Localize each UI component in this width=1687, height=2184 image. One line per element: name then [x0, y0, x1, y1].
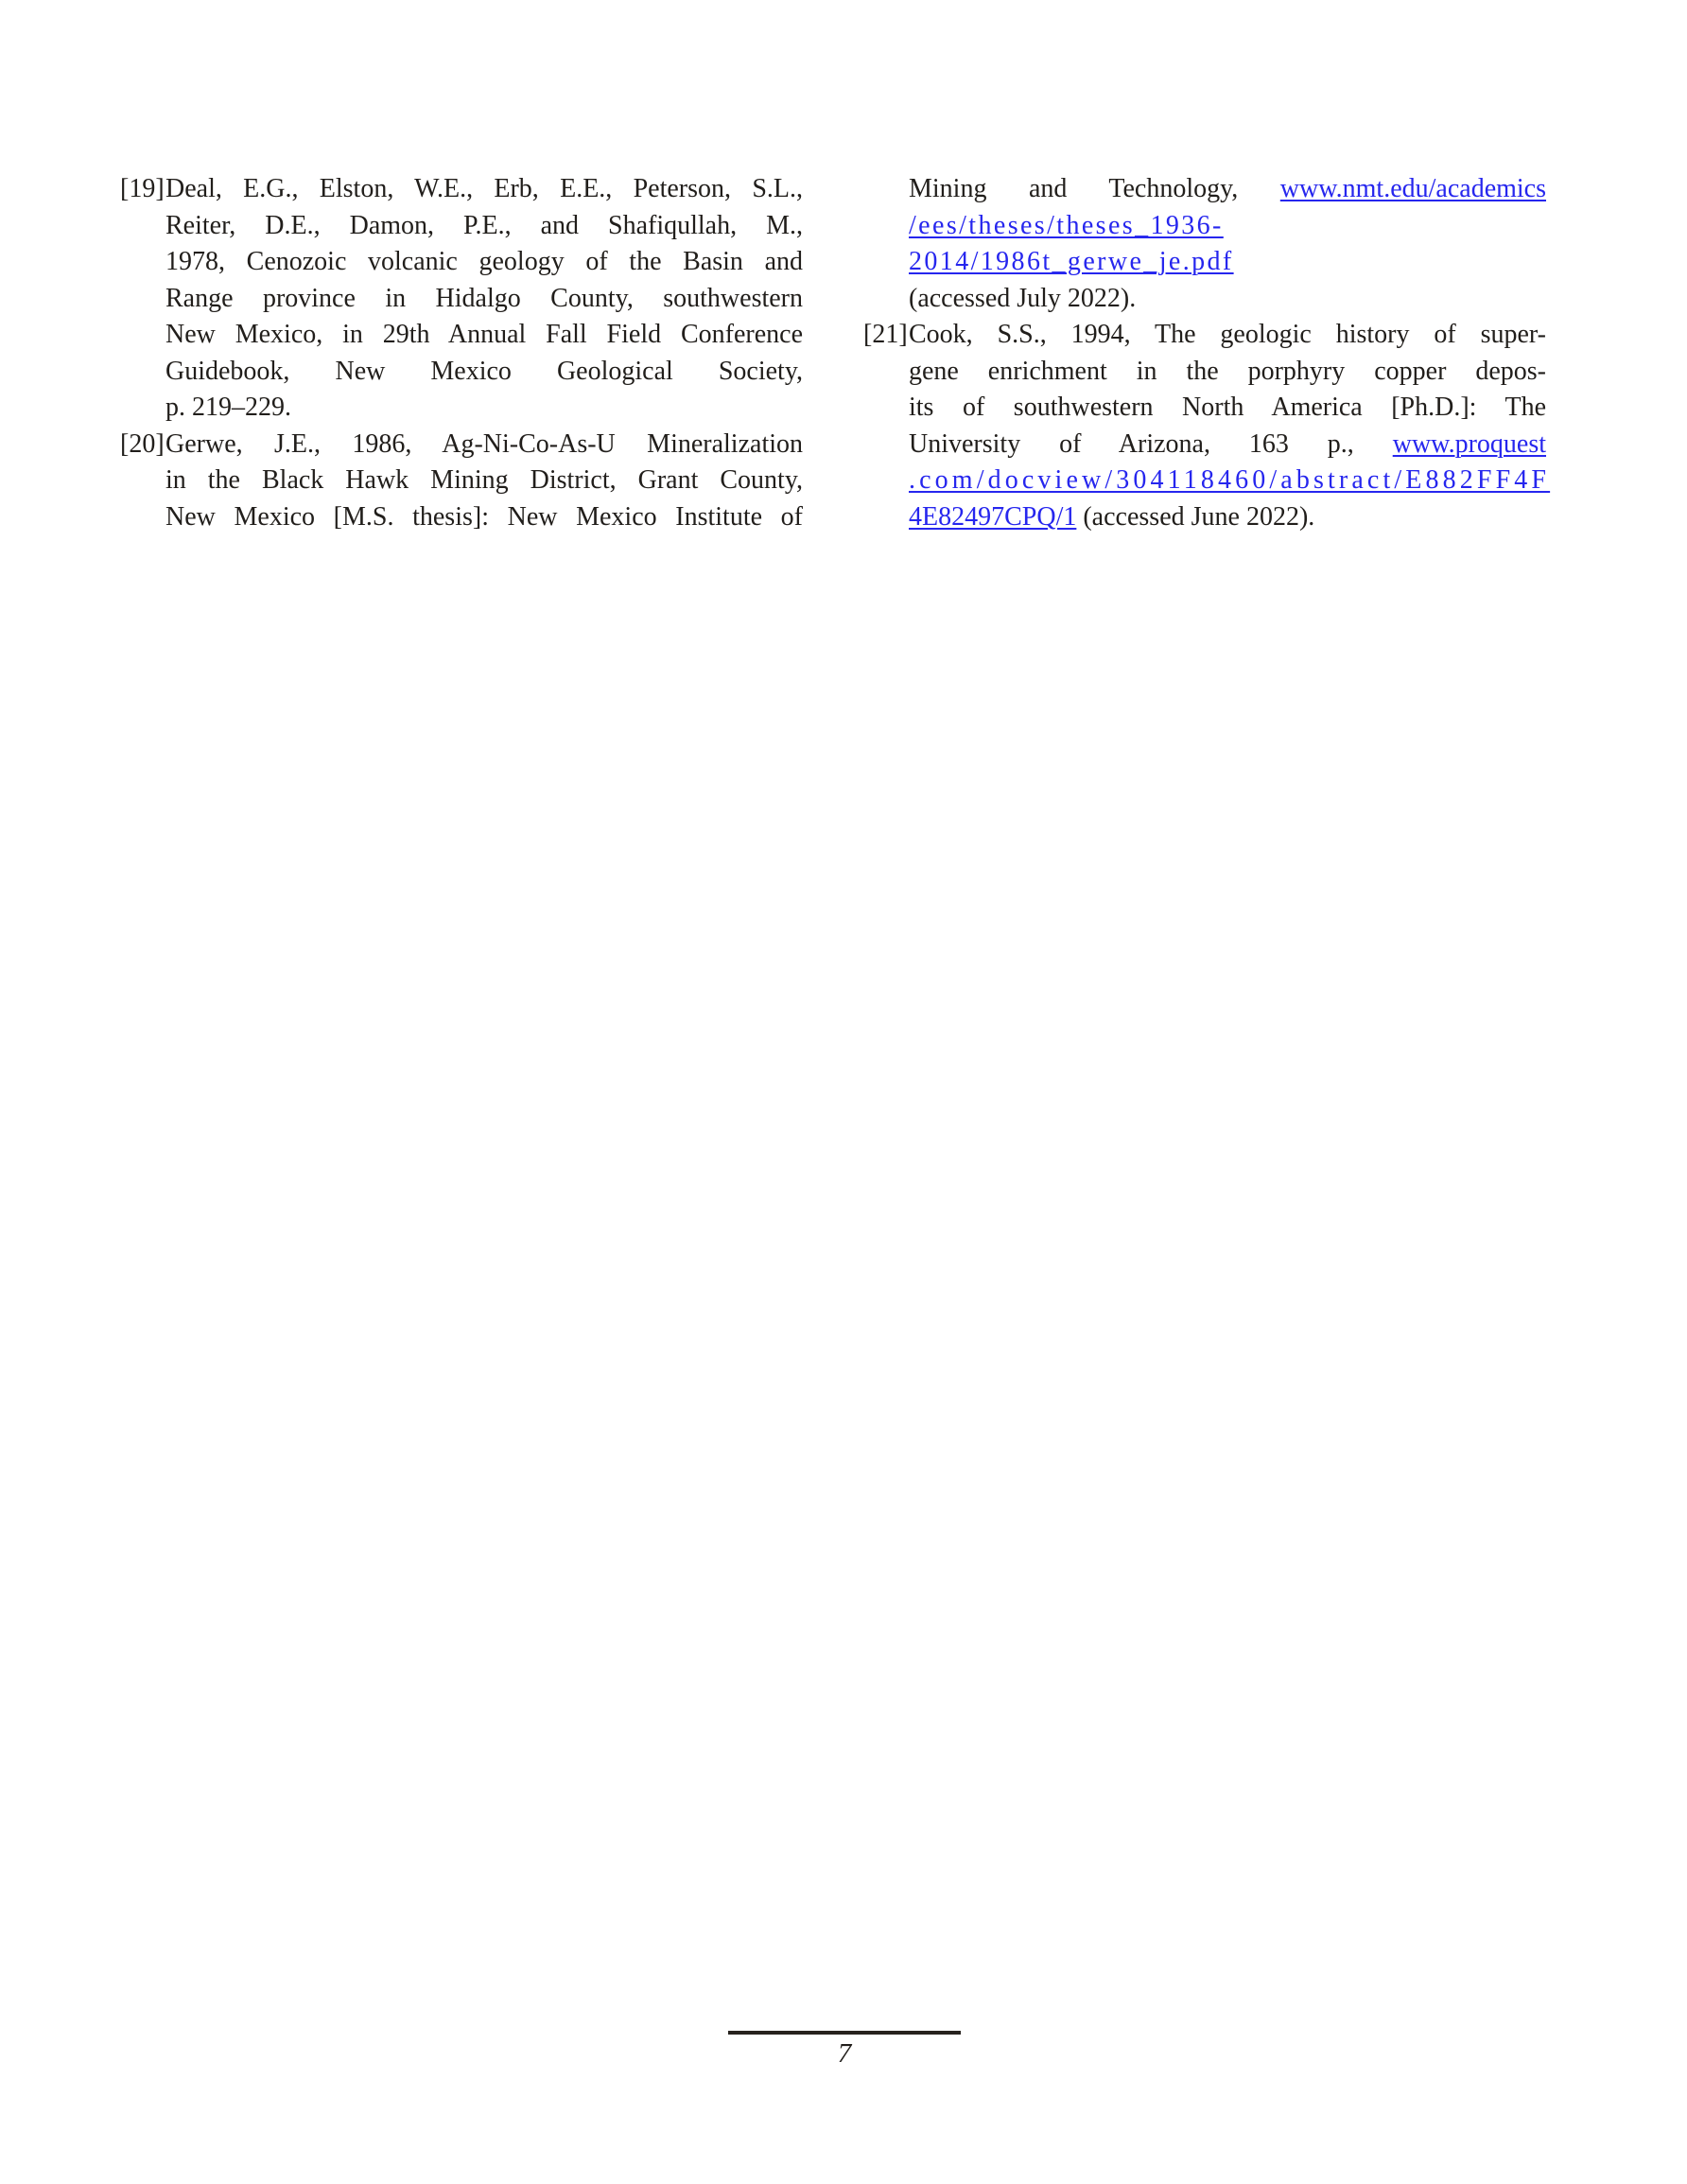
reference-line — [863, 317, 1546, 354]
reference-text: New Mexico [M.S. thesis]: New Mexico Institute of — [165, 501, 803, 532]
reference-text: (accessed July 2022). — [909, 283, 1137, 313]
reference-number-label: [19] — [120, 174, 165, 203]
reference-number-label: [21] — [863, 320, 908, 349]
reference-line — [909, 281, 1546, 318]
reference-line — [909, 499, 1546, 536]
reference-link[interactable]: www.proquest — [1392, 428, 1546, 459]
reference-link[interactable]: www.nmt.edu/academics — [1279, 174, 1546, 203]
reference-text: p. 219–229. — [165, 393, 291, 422]
reference-number-label: [20] — [120, 428, 165, 459]
reference-text: in the Black Hawk Mining District, Grant County, — [165, 465, 803, 495]
page-number: 7 — [837, 2038, 852, 2069]
reference-line — [165, 208, 803, 245]
reference-line — [165, 354, 803, 391]
reference-line — [909, 354, 1546, 391]
references-column-right — [863, 171, 1551, 535]
reference-20 — [120, 427, 803, 536]
reference-21 — [863, 317, 1551, 535]
reference-line — [909, 427, 1546, 463]
reference-text: Deal, E.G., Elston, W.E., Erb, E.E., Peterson, S.L., — [165, 174, 803, 203]
reference-19 — [120, 171, 803, 427]
reference-continuation — [863, 171, 1546, 317]
reference-text: its of southwestern North America [Ph.D.]: The — [909, 393, 1546, 422]
reference-text: Range province in Hidalgo County, southwestern — [165, 283, 803, 313]
reference-link[interactable]: /ees/theses/theses_1936-2014/1986t_gerwe_je.pdf — [909, 210, 1234, 276]
reference-text: New Mexico, in 29th Annual Fall Field Conference — [165, 320, 803, 349]
reference-line — [909, 208, 1546, 281]
reference-text: (accessed June 2022). — [1076, 501, 1315, 532]
reference-line — [165, 244, 803, 281]
reference-line — [165, 463, 803, 499]
reference-line — [120, 171, 803, 208]
reference-text: Cook, S.S., 1994, The geologic history of super- — [909, 320, 1546, 349]
reference-line — [165, 390, 803, 427]
reference-text: University of Arizona, 163 p., — [909, 428, 1393, 459]
references-list — [120, 171, 1551, 535]
reference-text: Mining and Technology, — [909, 174, 1280, 203]
reference-text: Gerwe, J.E., 1986, Ag-Ni-Co-As-U Mineralization — [165, 428, 803, 459]
reference-link[interactable]: 4E82497CPQ/1 — [909, 501, 1077, 532]
reference-line — [165, 281, 803, 318]
references-column-left — [120, 171, 803, 535]
reference-text: gene enrichment in the porphyry copper depos- — [909, 356, 1546, 386]
reference-line — [909, 171, 1546, 208]
reference-line — [165, 317, 803, 354]
reference-link[interactable]: .com/docview/304118460/abstract/E882FF4F — [909, 465, 1551, 495]
reference-text: Guidebook, New Mexico Geological Society, — [165, 356, 803, 386]
reference-text: 1978, Cenozoic volcanic geology of the Basin and — [165, 247, 803, 276]
reference-line — [120, 427, 803, 463]
reference-line — [909, 463, 1551, 499]
reference-text: Reiter, D.E., Damon, P.E., and Shafiqullah, M., — [165, 210, 803, 240]
footer-rule — [728, 2031, 961, 2035]
reference-line — [165, 499, 803, 536]
reference-line — [909, 390, 1546, 427]
